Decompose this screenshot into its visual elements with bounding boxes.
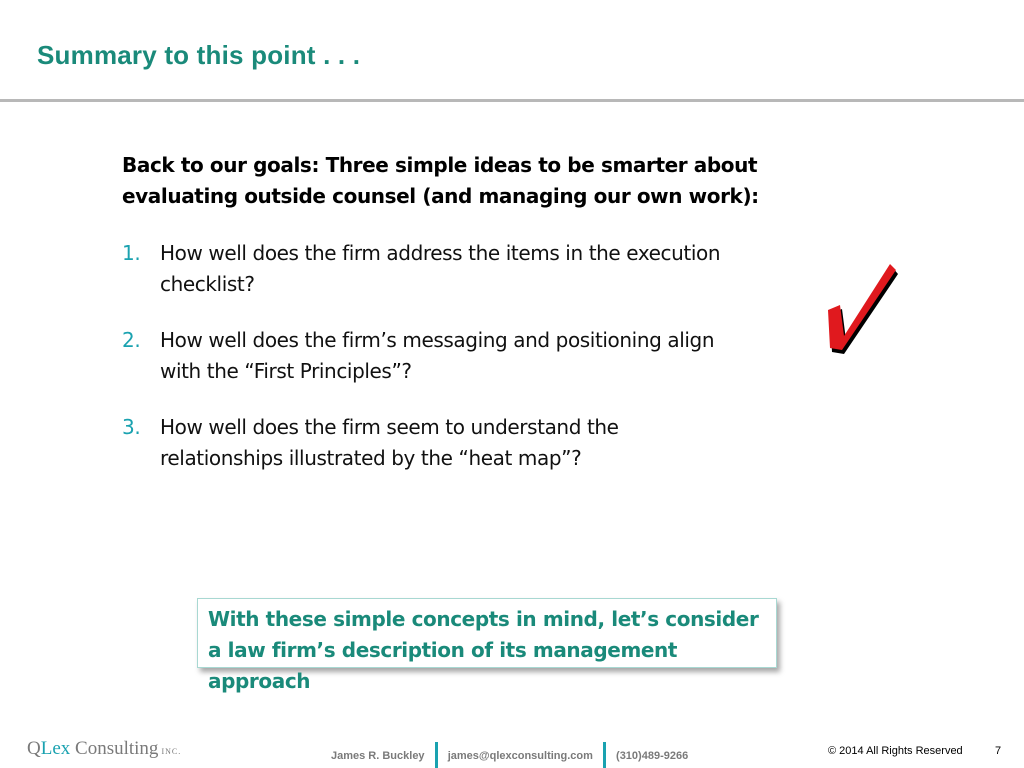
goal-item (122, 325, 802, 387)
intro-line: Back to our goals: Three simple ideas to be smarter about (122, 153, 758, 177)
intro-line: evaluating outside counsel (and managing our own work): (122, 184, 759, 208)
footer-contact (331, 742, 688, 768)
goal-number: 1. (122, 241, 141, 265)
goal-number: 3. (122, 415, 141, 439)
copyright-text: © 2014 All Rights Reserved (828, 745, 963, 757)
goal-text-line: with the “First Principles”? (160, 359, 412, 383)
footer-separator (603, 742, 606, 768)
goal-text-line: How well does the firm’s messaging and positioning align (160, 328, 715, 352)
goal-text-line: checklist? (160, 272, 255, 296)
goal-text-line: How well does the firm seem to understand the (160, 415, 619, 439)
goal-text-line: relationships illustrated by the “heat map”? (160, 446, 582, 470)
checkmark-icon (822, 262, 902, 358)
goal-item (122, 412, 802, 474)
logo-consulting: Consulting (75, 738, 159, 759)
goal-number: 2. (122, 328, 141, 352)
logo-lex: Lex (40, 738, 71, 759)
author-name: James R. Buckley (331, 750, 425, 762)
slide-title: Summary to this point . . . (37, 40, 361, 70)
intro-text (122, 150, 782, 212)
callout-box (197, 598, 777, 693)
page-number: 7 (995, 745, 1002, 757)
goal-item (122, 238, 802, 300)
callout-line: a law firm’s description of its management approach (208, 638, 678, 693)
goal-list (122, 238, 802, 499)
goal-text-line: How well does the firm address the items in the execution (160, 241, 721, 265)
author-email: james@qlexconsulting.com (447, 750, 593, 762)
author-phone: (310)489-9266 (616, 750, 689, 762)
footer-separator (435, 742, 438, 768)
title-divider (0, 99, 1024, 102)
logo-q: Q (27, 738, 41, 759)
logo-inc: INC. (161, 747, 182, 756)
company-logo (27, 738, 181, 760)
callout-line: With these simple concepts in mind, let’s consider (208, 607, 759, 631)
